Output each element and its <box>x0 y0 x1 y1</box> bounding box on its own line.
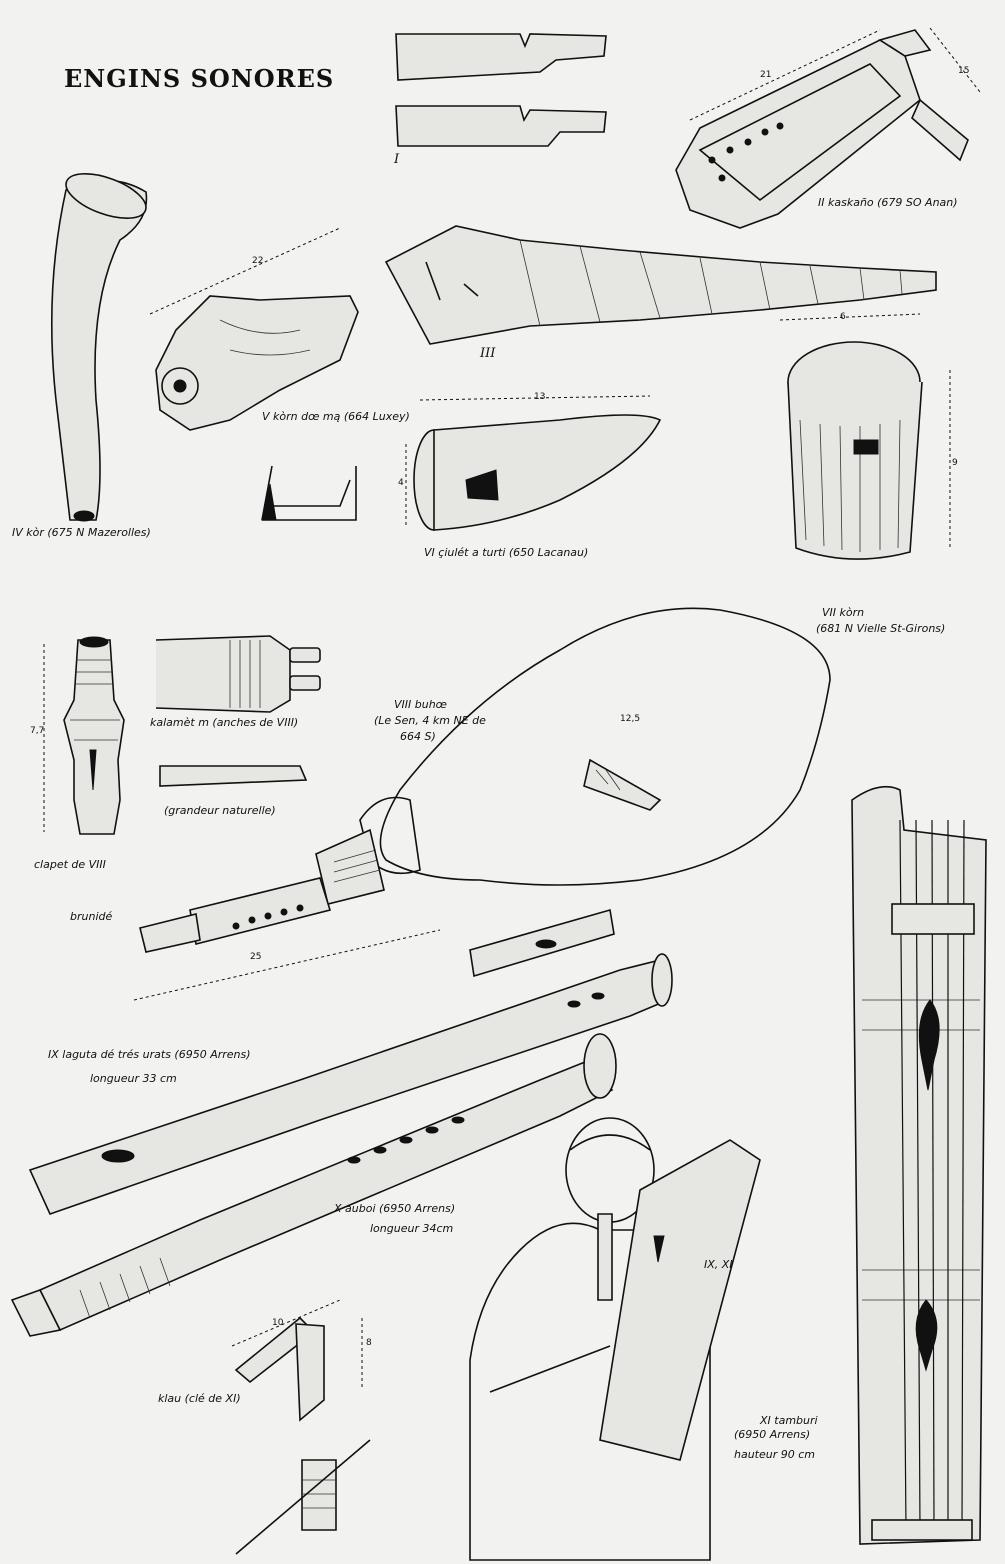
dimension-15: 15 <box>958 66 970 76</box>
label-VIII-location-1: (Le Sen, 4 km NE de <box>374 714 486 727</box>
figure-I-wood-pieces <box>396 34 606 146</box>
label-I: I <box>394 152 400 167</box>
label-brunide: brunidé <box>70 910 113 923</box>
label-IX-title: IX laguta dé trés urats (6950 Arrens) <box>48 1048 251 1061</box>
label-clapet: clapet de VIII <box>34 858 106 871</box>
figure-player-with-instruments <box>470 1118 760 1560</box>
figure-VII-friction-drum <box>780 314 950 559</box>
figure-III-bark-horn <box>386 226 936 344</box>
label-VI: VI çiulét a turti (650 Lacanau) <box>424 546 589 559</box>
label-II: II kaskaño (679 SO Anan) <box>818 196 958 209</box>
figure-reed-detail <box>262 466 356 520</box>
dimension-12-5: 12,5 <box>620 714 641 724</box>
label-IV: IV kòr (675 N Mazerolles) <box>12 526 151 539</box>
label-VII-title: VII kòrn <box>822 606 865 619</box>
label-VII-location: (681 N Vielle St-Girons) <box>816 622 946 635</box>
dimension-10: 10 <box>272 1318 284 1328</box>
label-III: III <box>480 346 496 361</box>
figure-kalamet-reeds <box>156 636 320 786</box>
figure-XI-string-drum <box>852 787 986 1544</box>
label-X-length: longueur 34cm <box>370 1222 454 1235</box>
label-grandeur: (grandeur naturelle) <box>164 804 276 817</box>
label-XI-height: hauteur 90 cm <box>734 1448 816 1461</box>
dimension-21: 21 <box>760 70 772 80</box>
label-IX-length: longueur 33 cm <box>90 1072 177 1085</box>
label-kalamet: kalamèt m (anches de VIII) <box>150 716 299 729</box>
label-V: V kòrn dœ mą (664 Luxey) <box>262 410 410 423</box>
dimension-13: 13 <box>534 392 546 402</box>
dimension-4: 4 <box>398 478 404 488</box>
dimension-25: 25 <box>250 952 262 962</box>
label-IX-XI: IX, XI <box>704 1258 733 1271</box>
label-klau: klau (clé de XI) <box>158 1392 241 1405</box>
dimension-9: 9 <box>952 458 958 468</box>
dimension-7-7: 7,7 <box>30 726 45 736</box>
label-X-title: X auboi (6950 Arrens) <box>334 1202 456 1215</box>
plate-title: ENGINS SONORES <box>64 64 335 93</box>
label-XI-location: (6950 Arrens) <box>734 1428 811 1441</box>
figure-klau-key <box>232 1300 370 1554</box>
label-XI-title: XI tamburi <box>760 1414 818 1427</box>
dimension-8: 8 <box>366 1338 372 1348</box>
figure-clapet-VIII <box>44 637 124 834</box>
figure-IV-cow-horn <box>52 165 152 521</box>
label-VIII-location-2: 664 S) <box>400 730 436 743</box>
figure-VI-dove-call <box>406 396 660 530</box>
label-VIII-title: VIII buhœ <box>394 698 447 711</box>
dimension-6: 6 <box>840 312 846 322</box>
dimension-22: 22 <box>252 256 264 266</box>
